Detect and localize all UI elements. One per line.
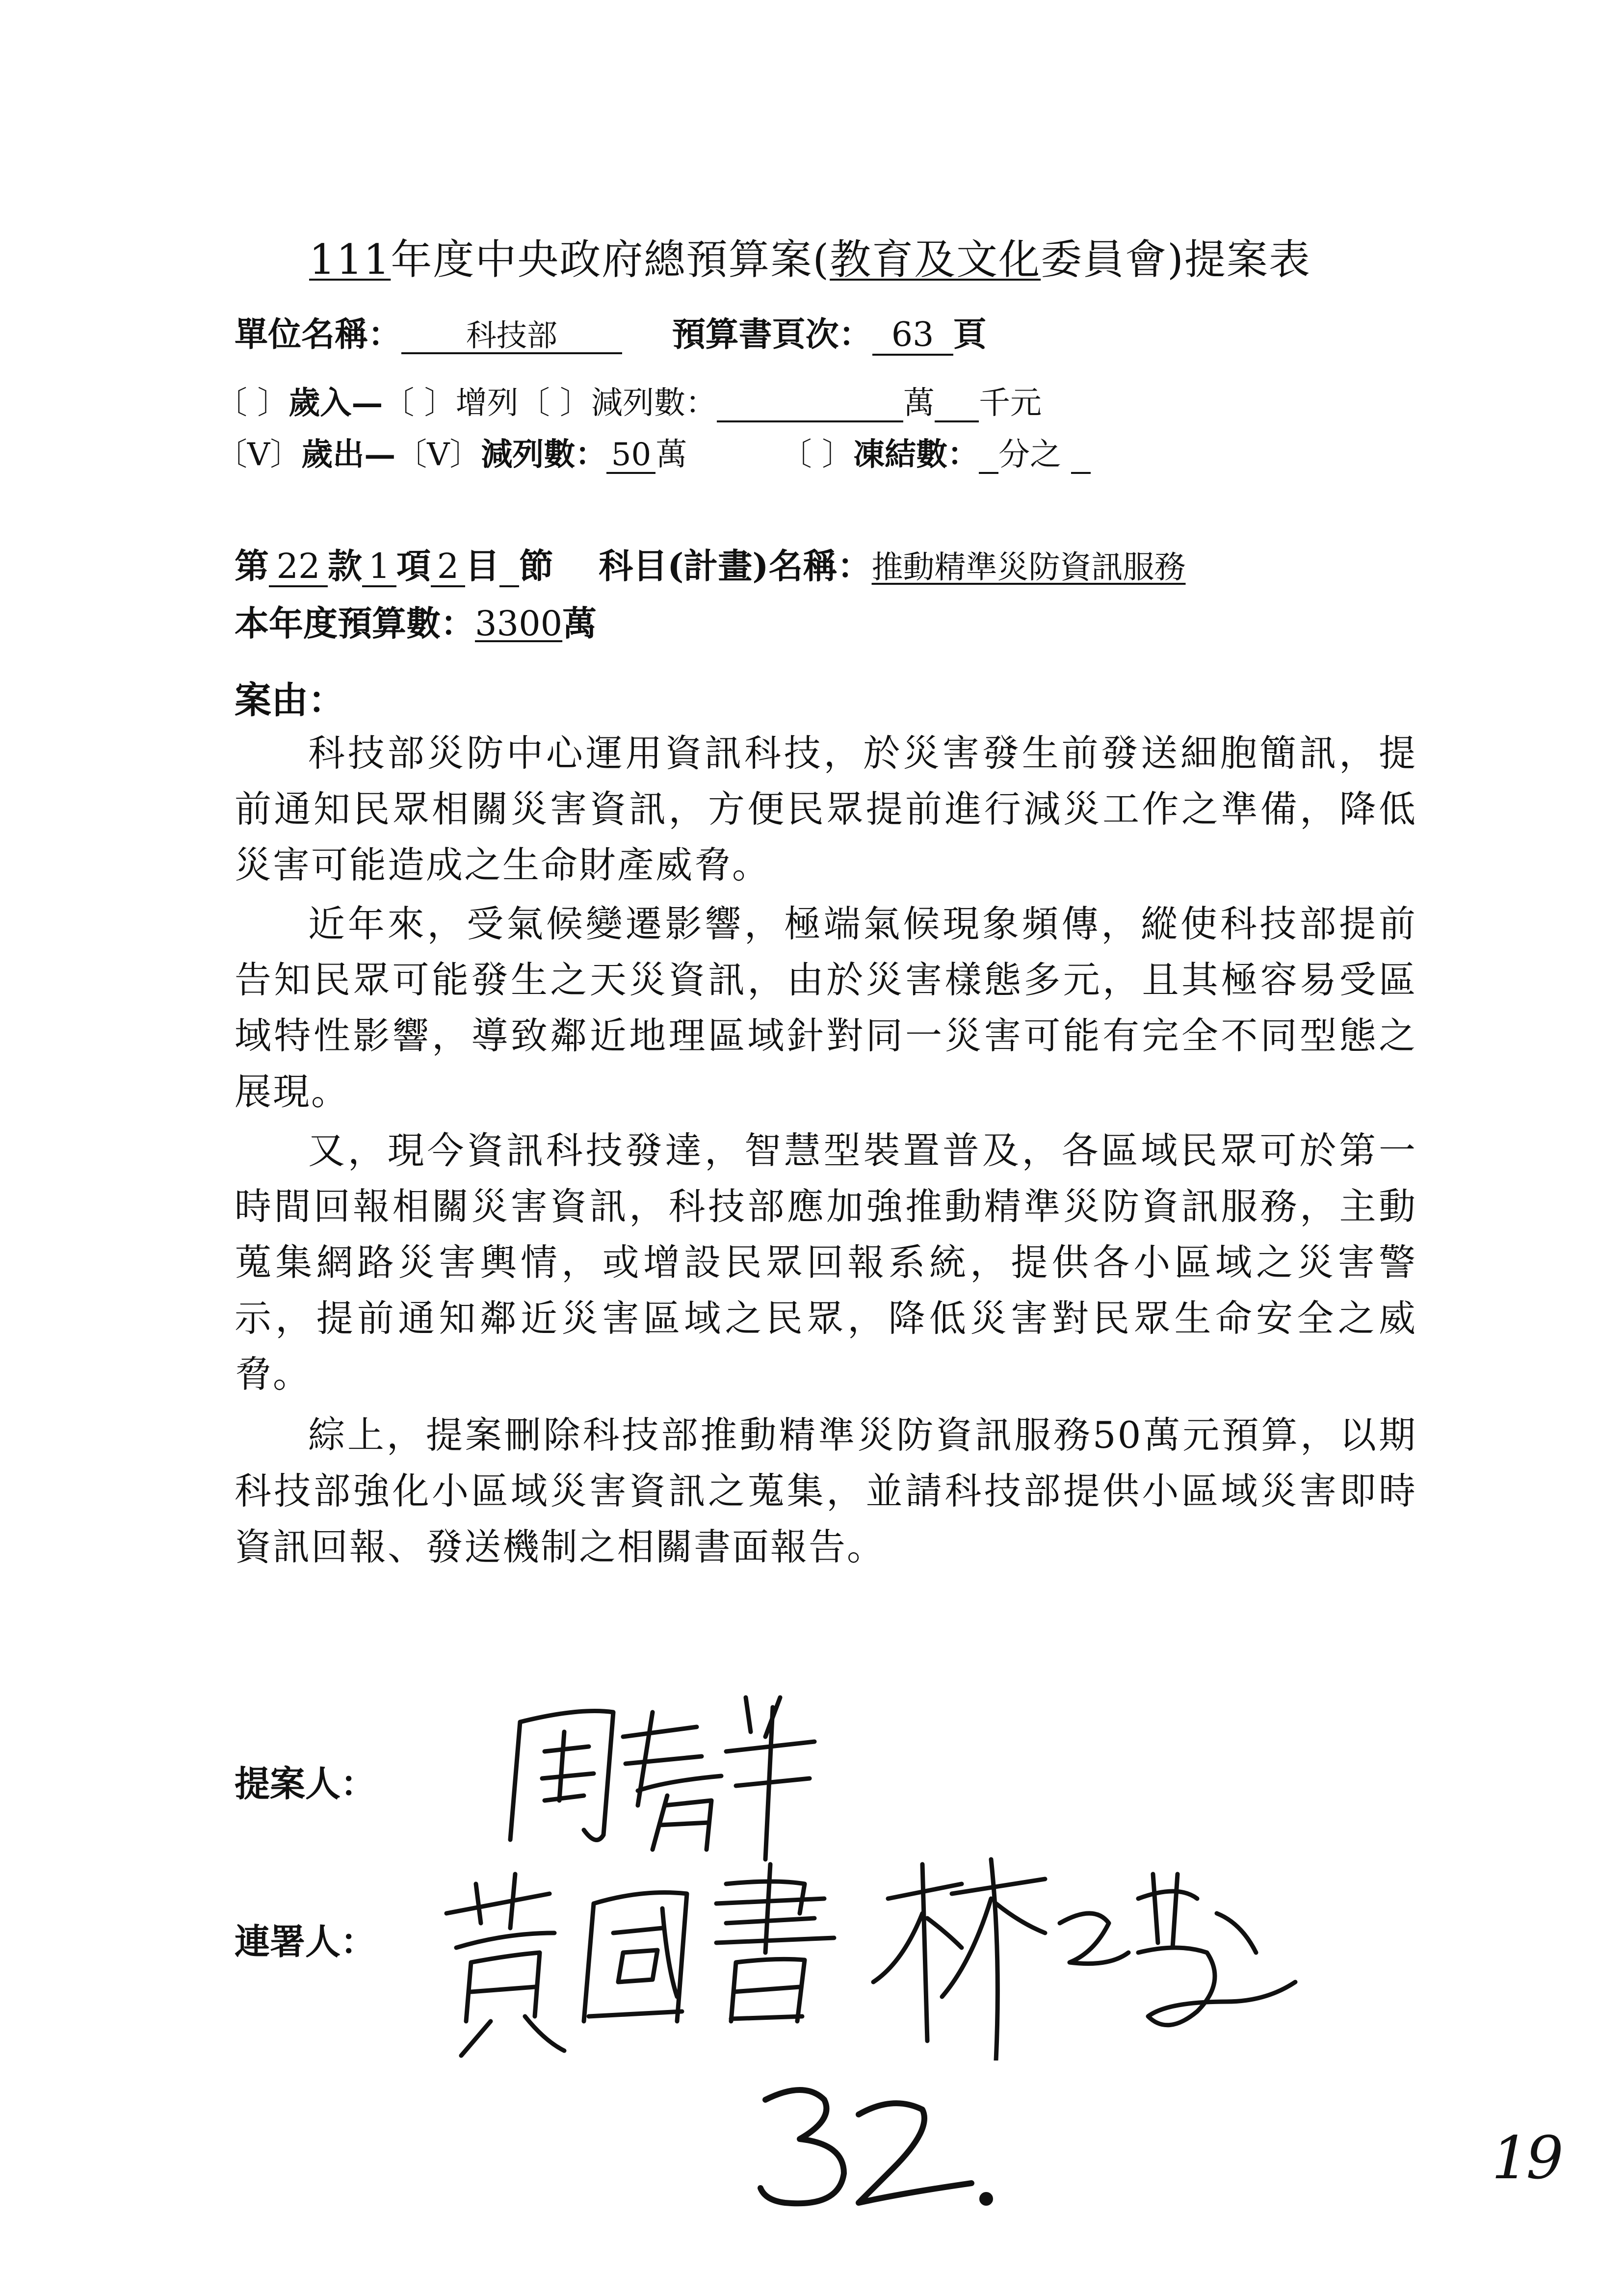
revenue-bracket-3: 〔 〕	[518, 385, 592, 421]
freeze-blank-2	[1071, 438, 1091, 474]
freeze-label: 凍結數：	[853, 436, 979, 473]
page-label: 預算書頁次：	[672, 315, 872, 354]
revenue-row	[216, 378, 1042, 423]
revenue-decrease: 減列數：	[591, 385, 717, 421]
budget-label: 本年度預算數：	[235, 603, 475, 644]
item-jie: 節	[519, 546, 553, 586]
unit-label: 單位名稱：	[235, 315, 402, 354]
item-di: 第	[235, 546, 269, 586]
proposer-label: 提案人：	[235, 1763, 376, 1804]
reason-paragraph-4: 綜上，提案刪除科技部推動精準災防資訊服務50萬元預算，以期科技部強化小區域災害資訊之蒐集，並請科技部提供小區域災害即時資訊回報、發送機制之相關書面報告。	[235, 1413, 1417, 1568]
reason-label: 案由：	[235, 678, 345, 722]
expense-label: 歲出—	[301, 436, 396, 473]
xiang-value: 1	[362, 548, 396, 587]
kuan-value: 22	[269, 548, 328, 587]
mu-value: 2	[431, 548, 465, 587]
unit-value: 科技部	[401, 319, 622, 354]
title-text-2: 委員會)提案表	[1041, 235, 1311, 284]
item-kuan: 款	[328, 546, 362, 586]
item-row	[235, 539, 1186, 588]
cosigner-signatures	[432, 1854, 1315, 2061]
budget-unit: 萬	[562, 603, 597, 644]
title-text-1: 年度中央政府總預算案(	[391, 235, 830, 284]
revenue-qian-blank	[935, 386, 979, 422]
item-mu: 目	[465, 546, 499, 586]
expense-decrease-value: 50	[606, 438, 655, 474]
page-value: 63	[872, 317, 953, 356]
page-number: 19	[1492, 2124, 1561, 2192]
budget-value: 3300	[475, 603, 563, 644]
reason-paragraph-3: 又，現今資訊科技發達，智慧型裝置普及，各區域民眾可於第一時間回報相關災害資訊，科技部應加強推動精準災防資訊服務，主動蒐集網路災害輿情，或增設民眾回報系統，提供各小區域之災害警示，提前通知鄰近災害區域之民眾，降低災害對民眾生命安全之威脅。	[235, 1129, 1417, 1396]
expense-row	[216, 429, 1091, 474]
subject-value: 推動精準災防資訊服務	[871, 549, 1186, 586]
revenue-label: 歲入—	[288, 385, 383, 421]
budget-row	[235, 596, 597, 646]
freeze-blank-1	[979, 438, 998, 474]
handwritten-number	[746, 2070, 1001, 2218]
expense-check-2: 〔V〕	[395, 437, 481, 473]
expense-decrease-label: 減列數：	[481, 436, 607, 473]
reason-paragraph-1: 科技部災防中心運用資訊科技，於災害發生前發送細胞簡訊，提前通知民眾相關災害資訊，方便民眾提前進行減災工作之準備，降低災害可能造成之生命財產威脅。	[235, 731, 1417, 887]
subject-label: 科目(計畫)名稱：	[599, 546, 872, 586]
revenue-increase: 增列	[455, 385, 519, 421]
revenue-bracket-2: 〔 〕	[383, 385, 456, 421]
expense-wan: 萬	[655, 437, 687, 473]
title-committee: 教育及文化	[830, 235, 1041, 284]
unit-row	[235, 308, 987, 356]
page-title	[309, 227, 1311, 286]
expense-check-1: 〔V〕	[216, 437, 302, 473]
reason-paragraph-2: 近年來，受氣候變遷影響，極端氣候現象頻傳，縱使科技部提前告知民眾可能發生之天災資訊，由於災害樣態多元，且其極容易受區域特性影響，導致鄰近地理區域針對同一災害可能有完全不同型態之展現。	[235, 902, 1417, 1113]
revenue-bracket-1: 〔 〕	[216, 385, 289, 421]
item-xiang: 項	[396, 546, 431, 586]
proposer-signature	[491, 1678, 824, 1864]
cosigner-label: 連署人：	[235, 1921, 376, 1962]
page-suffix: 頁	[953, 315, 987, 354]
title-year: 111	[309, 235, 391, 284]
expense-check-3: 〔 〕	[780, 437, 854, 473]
freeze-text: 分之	[998, 437, 1062, 473]
revenue-wan: 萬	[903, 385, 935, 421]
revenue-qianyuan: 千元	[979, 385, 1042, 421]
revenue-decrease-blank	[717, 386, 903, 422]
jie-blank	[499, 548, 519, 587]
